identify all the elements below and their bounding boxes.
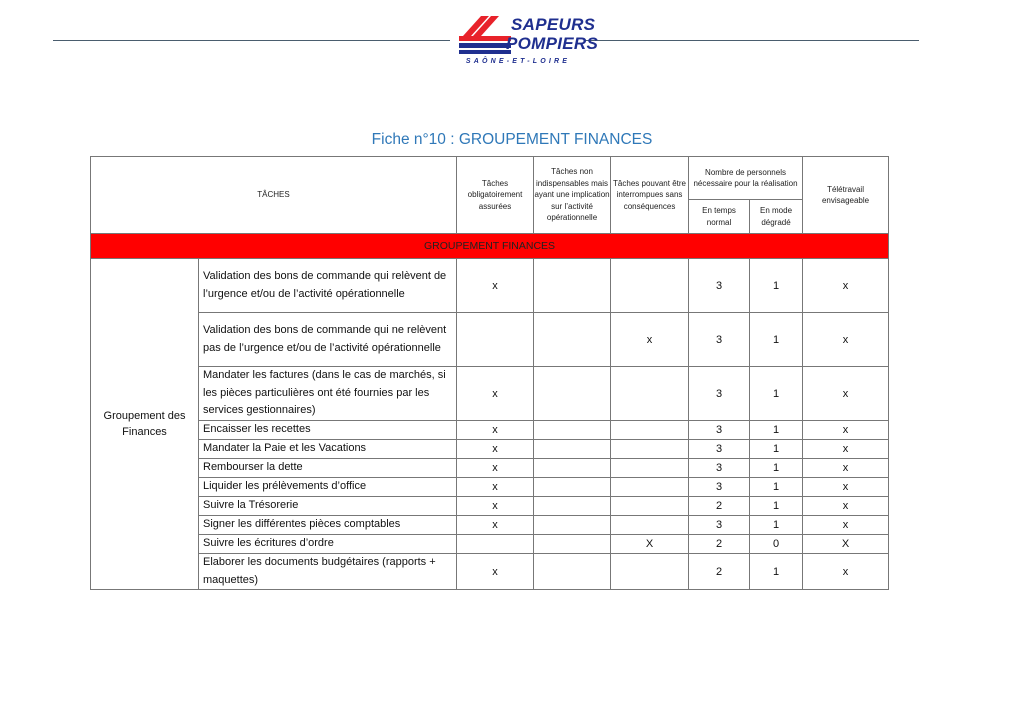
task-cell: Liquider les prélèvements d’office: [199, 478, 457, 497]
task-cell: Mandater les factures (dans le cas de marchés, si les pièces particulières ont été fournies par les services gestionnaires): [199, 367, 457, 421]
table-row: [91, 259, 889, 313]
non-indispensable-cell: [534, 459, 611, 478]
teletravail-cell: x: [803, 259, 889, 313]
sdis-logo: [455, 14, 599, 68]
task-cell: Validation des bons de commande qui ne relèvent pas de l’urgence et/ou de l’activité opérationnelle: [199, 313, 457, 367]
obligatoire-cell: x: [457, 478, 534, 497]
table-row: [91, 554, 889, 590]
header-nombre-personnels: Nombre de personnels nécessaire pour la réalisation: [689, 157, 803, 200]
interrompue-cell: [611, 421, 689, 440]
teletravail-cell: x: [803, 478, 889, 497]
teletravail-cell: x: [803, 367, 889, 421]
obligatoire-cell: x: [457, 259, 534, 313]
table-row: [91, 421, 889, 440]
obligatoire-cell: [457, 535, 534, 554]
mode-degrade-cell: 1: [750, 440, 803, 459]
obligatoire-cell: [457, 313, 534, 367]
mode-degrade-cell: 1: [750, 259, 803, 313]
temps-normal-cell: 3: [689, 478, 750, 497]
header-rule-left: [53, 40, 450, 41]
non-indispensable-cell: [534, 478, 611, 497]
temps-normal-cell: 3: [689, 313, 750, 367]
header-non-indispensables: Tâches non indispensables mais ayant une implication sur l’activité opérationnelle: [534, 157, 611, 234]
interrompue-cell: [611, 554, 689, 590]
header-taches: TÂCHES: [91, 157, 457, 234]
logo-line-3: SAÔNE-ET-LOIRE: [465, 58, 571, 65]
group-label: Groupement des Finances: [91, 259, 199, 590]
obligatoire-cell: x: [457, 554, 534, 590]
interrompue-cell: [611, 440, 689, 459]
obligatoire-cell: x: [457, 497, 534, 516]
temps-normal-cell: 2: [689, 497, 750, 516]
mode-degrade-cell: 1: [750, 497, 803, 516]
task-cell: Validation des bons de commande qui relèvent de l’urgence et/ou de l’activité opérationnelle: [199, 259, 457, 313]
obligatoire-cell: x: [457, 367, 534, 421]
temps-normal-cell: 3: [689, 421, 750, 440]
non-indispensable-cell: [534, 554, 611, 590]
temps-normal-cell: 2: [689, 554, 750, 590]
table-row: [91, 367, 889, 421]
task-cell: Elaborer les documents budgétaires (rapports + maquettes): [199, 554, 457, 590]
mode-degrade-cell: 1: [750, 313, 803, 367]
teletravail-cell: x: [803, 313, 889, 367]
mode-degrade-cell: 0: [750, 535, 803, 554]
tasks-table: [90, 156, 889, 590]
non-indispensable-cell: [534, 259, 611, 313]
non-indispensable-cell: [534, 440, 611, 459]
mode-degrade-cell: 1: [750, 459, 803, 478]
obligatoire-cell: x: [457, 459, 534, 478]
interrompue-cell: [611, 497, 689, 516]
table-row: [91, 478, 889, 497]
section-band: GROUPEMENT FINANCES: [91, 234, 889, 259]
table-row: [91, 497, 889, 516]
header-interrompues: Tâches pouvant être interrompues sans conséquences: [611, 157, 689, 234]
logo-line-2: POMPIERS: [506, 34, 599, 53]
non-indispensable-cell: [534, 497, 611, 516]
page-title: Fiche n°10 : GROUPEMENT FINANCES: [371, 131, 653, 148]
temps-normal-cell: 3: [689, 367, 750, 421]
non-indispensable-cell: [534, 367, 611, 421]
teletravail-cell: x: [803, 554, 889, 590]
teletravail-cell: x: [803, 497, 889, 516]
task-cell: Signer les différentes pièces comptables: [199, 516, 457, 535]
temps-normal-cell: 3: [689, 459, 750, 478]
header-rule-right: [585, 40, 919, 41]
table-row: [91, 440, 889, 459]
temps-normal-cell: 2: [689, 535, 750, 554]
table-body: [91, 259, 889, 590]
teletravail-cell: x: [803, 440, 889, 459]
task-cell: Suivre les écritures d’ordre: [199, 535, 457, 554]
header-obligatoires: Tâches obligatoirement assurées: [457, 157, 534, 234]
table-row: [91, 516, 889, 535]
obligatoire-cell: x: [457, 421, 534, 440]
interrompue-cell: x: [611, 313, 689, 367]
mode-degrade-cell: 1: [750, 478, 803, 497]
obligatoire-cell: x: [457, 516, 534, 535]
table-row: [91, 313, 889, 367]
non-indispensable-cell: [534, 516, 611, 535]
interrompue-cell: [611, 516, 689, 535]
teletravail-cell: x: [803, 459, 889, 478]
header-mode-degrade: En mode dégradé: [750, 200, 803, 234]
logo-line-1: SAPEURS: [511, 15, 596, 34]
temps-normal-cell: 3: [689, 516, 750, 535]
temps-normal-cell: 3: [689, 440, 750, 459]
obligatoire-cell: x: [457, 440, 534, 459]
mode-degrade-cell: 1: [750, 554, 803, 590]
table-row: [91, 535, 889, 554]
teletravail-cell: x: [803, 421, 889, 440]
temps-normal-cell: 3: [689, 259, 750, 313]
interrompue-cell: X: [611, 535, 689, 554]
interrompue-cell: [611, 259, 689, 313]
non-indispensable-cell: [534, 313, 611, 367]
table-row: [91, 459, 889, 478]
task-cell: Suivre la Trésorerie: [199, 497, 457, 516]
non-indispensable-cell: [534, 421, 611, 440]
interrompue-cell: [611, 367, 689, 421]
interrompue-cell: [611, 478, 689, 497]
header-temps-normal: En temps normal: [689, 200, 750, 234]
non-indispensable-cell: [534, 535, 611, 554]
task-cell: Rembourser la dette: [199, 459, 457, 478]
mode-degrade-cell: 1: [750, 516, 803, 535]
teletravail-cell: x: [803, 516, 889, 535]
task-cell: Mandater la Paie et les Vacations: [199, 440, 457, 459]
header-teletravail: Télétravail envisageable: [803, 157, 889, 234]
mode-degrade-cell: 1: [750, 367, 803, 421]
mode-degrade-cell: 1: [750, 421, 803, 440]
interrompue-cell: [611, 459, 689, 478]
teletravail-cell: X: [803, 535, 889, 554]
task-cell: Encaisser les recettes: [199, 421, 457, 440]
